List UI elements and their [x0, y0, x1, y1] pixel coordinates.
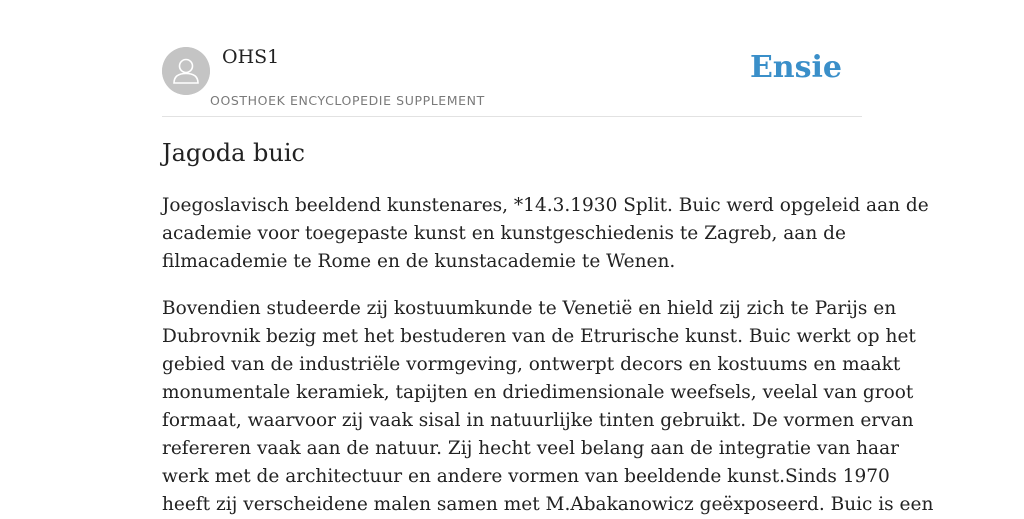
text-line: werk met de architectuur en andere vormen van beeldende kunst.Sinds 1970 — [162, 466, 890, 487]
page — [162, 0, 934, 515]
brand-logo[interactable]: Ensie — [749, 50, 842, 85]
page-title: Jagoda buic — [162, 139, 305, 167]
text-line: gebied van de industriële vormgeving, ontwerpt decors en kostuums en maakt — [162, 354, 901, 375]
user-icon — [162, 47, 210, 95]
text-line: monumentale keramiek, tapijten en driedimensionale weefsels, veelal van groot — [162, 382, 914, 403]
text-line: Joegoslavisch beeldend kunstenares, *14.3.1930 Split. Buic werd opgeleid aan de — [162, 195, 929, 216]
article-header — [162, 0, 862, 117]
article-paragraph-1 — [162, 192, 929, 276]
text-line: Bovendien studeerde zij kostuumkunde te Venetië en hield zij zich te Parijs en — [162, 298, 897, 319]
text-line: heeft zij verscheidene malen samen met M.Abakanowicz geëxposeerd. Buic is een — [162, 494, 934, 515]
text-line: Dubrovnik bezig met het bestuderen van de Etrurische kunst. Buic werkt op het — [162, 326, 916, 347]
source-label[interactable]: OOSTHOEK ENCYCLOPEDIE SUPPLEMENT — [210, 93, 485, 108]
text-line: academie voor toegepaste kunst en kunstgeschiedenis te Zagreb, aan de — [162, 223, 846, 244]
avatar[interactable] — [162, 47, 210, 95]
text-line: formaat, waarvoor zij vaak sisal in natuurlijke tinten gebruikt. De vormen ervan — [162, 410, 914, 431]
text-line: filmacademie te Rome en de kunstacademie te Wenen. — [162, 251, 676, 272]
article-paragraph-2 — [162, 295, 934, 519]
author-name[interactable]: OHS1 — [222, 46, 280, 68]
text-line: refereren vaak aan de natuur. Zij hecht veel belang aan de integratie van haar — [162, 438, 899, 459]
